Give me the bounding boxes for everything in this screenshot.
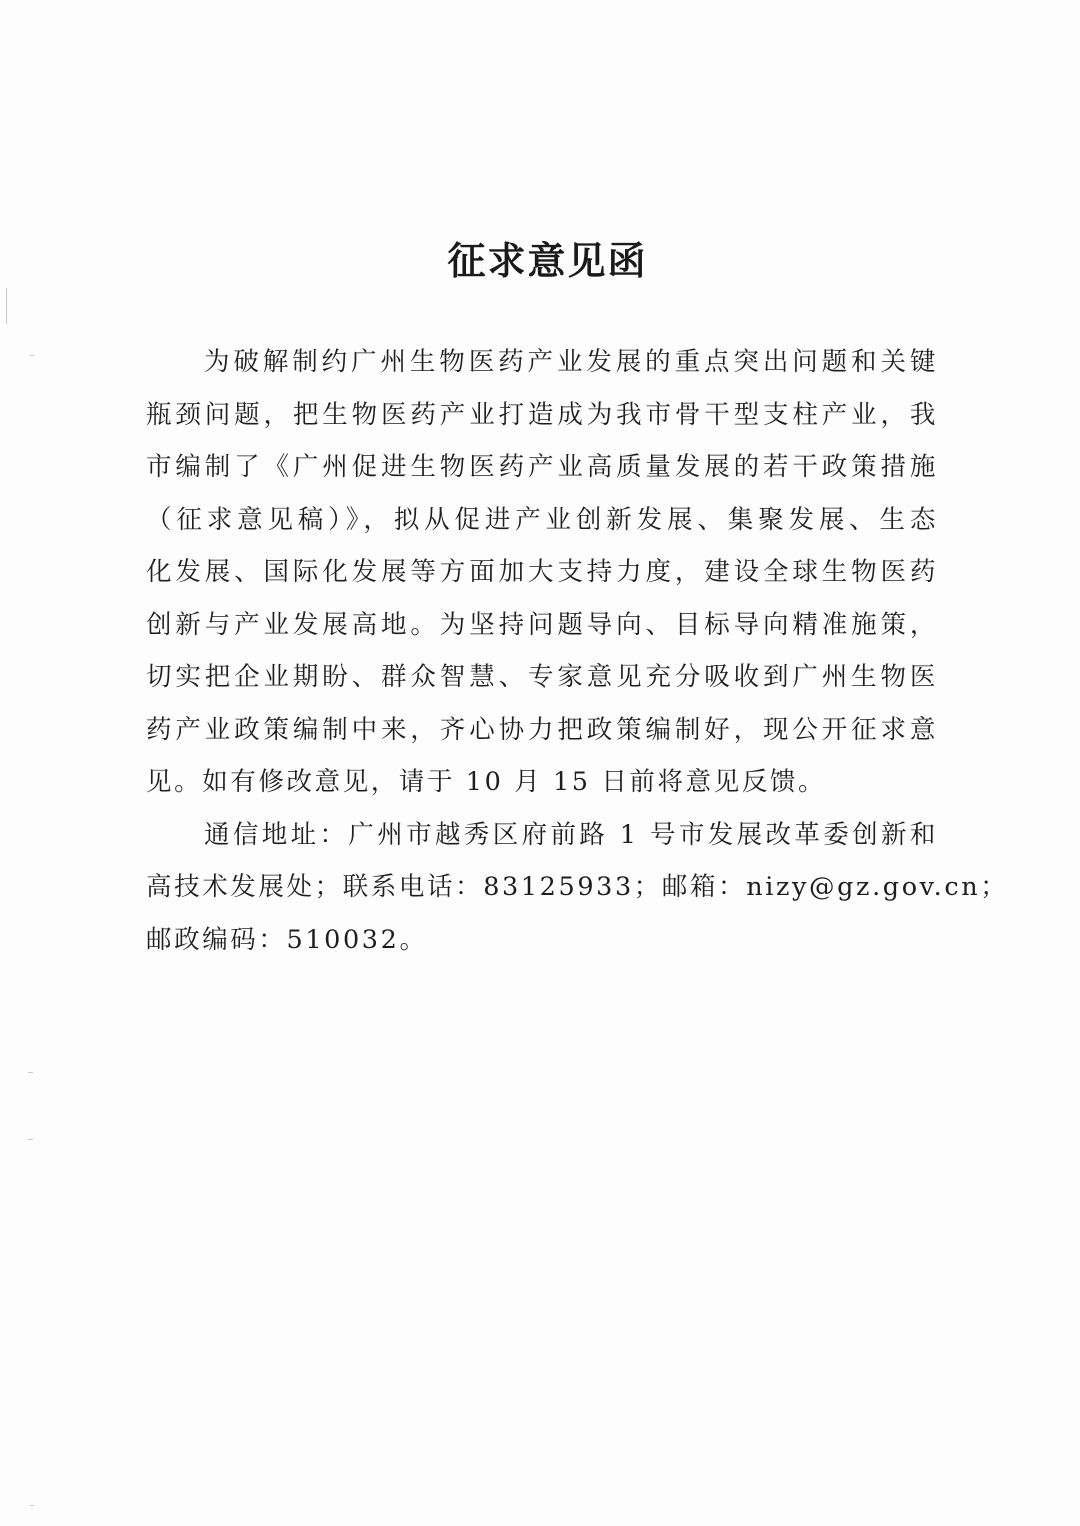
paragraph1-line-5: 化发展、国际化发展等方面加大支持力度，建设全球生物医药 — [146, 557, 938, 587]
paragraph2-line-2: 高技术发展处；联系电话：83125933；邮箱：nizy@gz.gov.cn； — [146, 872, 1009, 902]
document-title: 征求意见函 — [447, 238, 648, 283]
paragraph1-line-9: 见。如有修改意见，请于 10 月 15 日前将意见反馈。 — [146, 767, 827, 797]
paragraph1-line-1: 为破解制约广州生物医药产业发展的重点突出问题和关键 — [204, 347, 938, 377]
scan-mark — [30, 355, 34, 356]
paragraph1-line-2: 瓶颈问题，把生物医药产业打造成为我市骨干型支柱产业，我 — [146, 399, 938, 430]
scan-mark — [28, 1072, 33, 1073]
paragraph1-line-8: 药产业政策编制中来，齐心协力把政策编制好，现公开征求意 — [146, 714, 938, 745]
scan-mark — [6, 288, 7, 324]
paragraph1-line-7: 切实把企业期盼、群众智慧、专家意见充分吸收到广州生物医 — [146, 662, 938, 692]
paragraph1-line-4: （征求意见稿）》，拟从促进产业创新发展、集聚发展、生态 — [146, 504, 938, 535]
paragraph2-line-1: 通信地址：广州市越秀区府前路 1 号市发展改革委创新和 — [204, 819, 938, 850]
scan-mark — [28, 1139, 33, 1140]
paragraph1-line-3: 市编制了《广州促进生物医药产业高质量发展的若干政策措施 — [146, 452, 938, 482]
scan-mark — [30, 1505, 34, 1506]
document-body — [146, 336, 1009, 966]
paragraph1-line-6: 创新与产业发展高地。为坚持问题导向、目标导向精准施策， — [146, 609, 938, 640]
paragraph2-line-3: 邮政编码：510032。 — [146, 924, 428, 955]
